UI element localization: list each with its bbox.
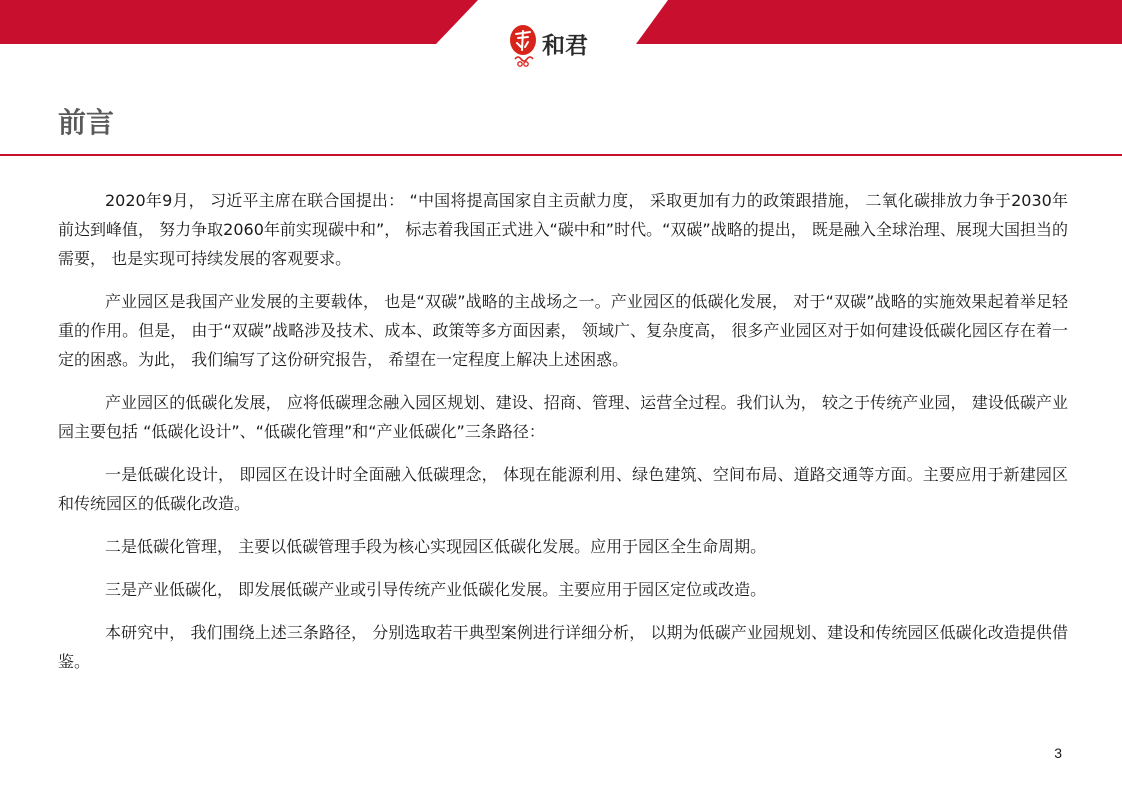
paragraph-intro: 2020年9月， 习近平主席在联合国提出： “中国将提高国家自主贡献力度， 采取更加有力的政策跟措施， 二氧化碳排放力争于2030年前达到峰值， 努力争取2060年前实现碳中和”， 标志着我国正式进入“碳中和”时代。“双碳”战略的提出， 既是融入全球治理、展现大国担当的需要， 也是实现可持续发展的客观要求。 — [58, 191, 1068, 268]
title-divider — [0, 154, 1122, 156]
body-text — [58, 186, 1068, 690]
seal-icon — [508, 23, 538, 69]
banner-right-stripe — [636, 0, 1122, 44]
paragraph-path-design: 一是低碳化设计， 即园区在设计时全面融入低碳理念， 体现在能源利用、绿色建筑、空间布局、道路交通等方面。主要应用于新建园区和传统园区的低碳化改造。 — [58, 465, 1068, 513]
paragraph-path-industry: 三是产业低碳化， 即发展低碳产业或引导传统产业低碳化发展。主要应用于园区定位或改造。 — [105, 580, 767, 599]
paragraph-industrial-parks: 产业园区是我国产业发展的主要载体， 也是“双碳”战略的主战场之一。产业园区的低碳化发展， 对于“双碳”战略的实施效果起着举足轻重的作用。但是， 由于“双碳”战略涉及技术、成本、政策等多方面因素， 领域广、复杂度高， 很多产业园区对于如何建设低碳化园区存在着一定的困惑。为此， 我们编写了这份研究报告， 希望在一定程度上解决上述困惑。 — [58, 292, 1068, 369]
page-number: 3 — [1054, 745, 1062, 761]
paragraph-three-paths: 产业园区的低碳化发展， 应将低碳理念融入园区规划、建设、招商、管理、运营全过程。我们认为， 较之于传统产业园， 建设低碳产业园主要包括 “低碳化设计”、“低碳化管理”和“产业低碳化”三条路径： — [58, 393, 1068, 441]
company-logo — [508, 20, 588, 72]
paragraph-path-management: 二是低碳化管理， 主要以低碳管理手段为核心实现园区低碳化发展。应用于园区全生命周期。 — [105, 537, 767, 556]
banner-left-stripe — [0, 0, 478, 44]
logo-text: 和君 — [542, 32, 588, 59]
paragraph-conclusion: 本研究中， 我们围绕上述三条路径， 分别选取若干典型案例进行详细分析， 以期为低碳产业园规划、建设和传统园区低碳化改造提供借鉴。 — [58, 623, 1068, 671]
page-title: 前言 — [58, 106, 115, 139]
